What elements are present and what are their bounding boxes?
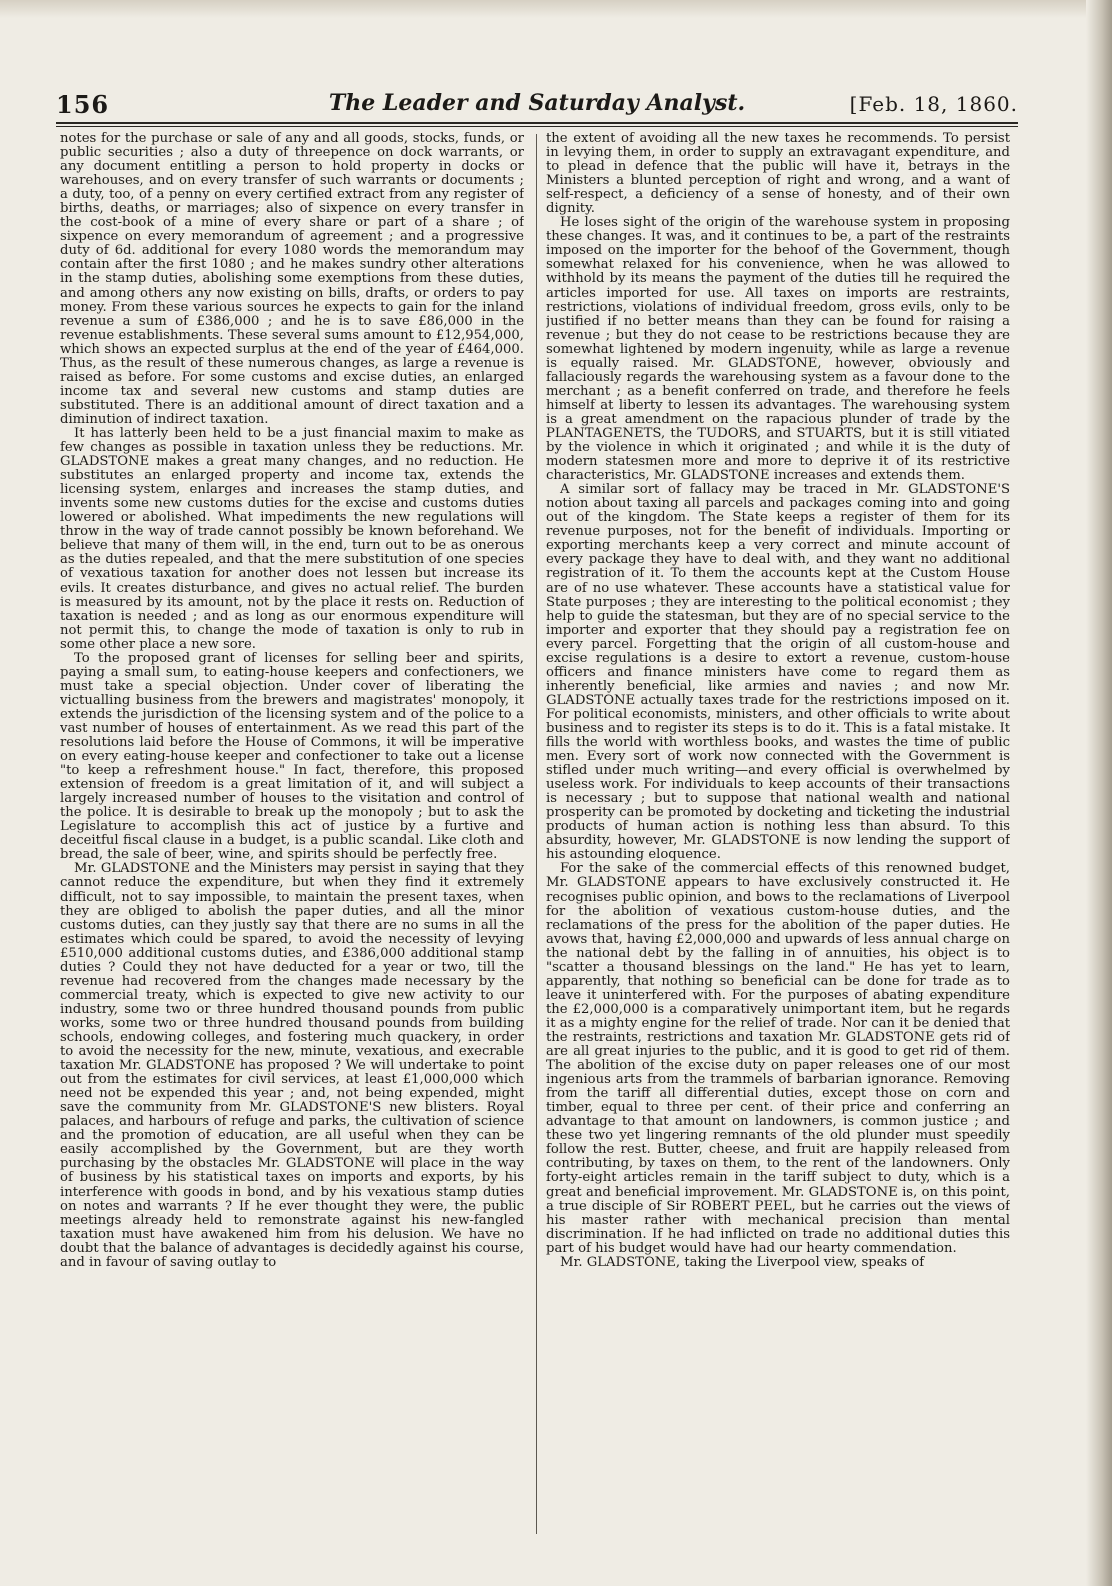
article-paragraph: For the sake of the commercial effects of this renowned budget, Mr. GLADSTONE appears to have exclusively constructed it. He recognises public opinion, and bows to the reclamations of Liverpool for the abolition of vexatious custom-house duties, and the reclamations of the press for the abolition of the paper duties. He avows that, having £2,000,000 and upwards of less annual charge on the national debt by the falling in of annuities, his object is to "scatter a thousand blessings on the land." He has yet to learn, apparently, that nothing so beneficial can be done for trade as to leave it uninterfered with. For the purposes of abating expenditure the £2,000,000 is a comparatively unimportant item, but he regards it as a mighty engine for the relief of trade. Nor can it be denied that the restraints, restrictions and taxation Mr. GLADSTONE gets rid of are all great injuries to the public, and it is good to get rid of them. The abolition of the excise duty on paper releases one of our most ingenious arts from the trammels of barbarian ignorance. Removing from the tariff all differential duties, except those on corn and timber, equal to three per cent. of their price and conferring an advantage to that amount on landowners, is common justice ; and these two yet lingering remnants of the old plunder must speedily follow the rest. Butter, cheese, and fruit are happily released from contributing, by taxes on them, to the rent of the landowners. Only forty-eight articles remain in the tariff subject to duty, which is a great and beneficial improvement. Mr. GLADSTONE is, on this point, a true disciple of Sir ROBERT PEEL, but he carries out the views of his master rather with mechanical precision than mental discrimination. If he had inflicted on trade no additional duties this part of his budget would have had our hearty commendation. [546,861,1010,1256]
issue-date: [Feb. 18, 1860. [849,92,1018,116]
page-spine-shadow [1086,0,1112,1586]
article-paragraph: It has latterly been held to be a just financial maxim to make as few changes as possible in taxation unless they be reductions. Mr. GLADSTONE makes a great many changes, and no reduction. He substitutes an enlarged property and income tax, extends the licensing system, enlarges and increases the stamp duties, and invents some new customs duties for the excise and customs duties lowered or abolished. What impediments the new regulations will throw in the way of trade cannot possibly be known beforehand. We believe that many of them will, in the end, turn out to be as onerous as the duties repealed, and that the mere substitution of one species of vexatious taxation for another does not lessen but increase its evils. It creates disturbance, and gives no actual relief. The burden is measured by its amount, not by the place it rests on. Reduction of taxation is needed ; and as long as our enormous expenditure will not permit this, to change the mode of taxation is only to rub in some other place a new sore. [60,425,524,652]
article-paragraph: He loses sight of the origin of the warehouse system in proposing these changes. It was, and it continues to be, a part of the restraints imposed on the importer for the behoof of the Government, though somewhat relaxed for his convenience, when he was allowed to withhold by its means the payment of the duties till he required the articles imported for use. All taxes on imports are restraints, restrictions, violations of individual freedom, gross evils, only to be justified if no better means than they can be found for raising a revenue ; but they do not cease to be restrictions because they are somewhat lightened by modern ingenuity, while as large a revenue is equally raised. Mr. GLADSTONE, however, obviously and fallaciously regards the warehousing system as a favour done to the merchant ; as a benefit conferred on trade, and therefore he feels himself at liberty to lessen its advantages. The warehousing system is a great amendment on the rapacious plunder of trade by the PLANTAGENETS, the TUDORS, and STUARTS, but it is still vitiated by the violence in which it originated ; and while it is the duty of modern statesmen more and more to deprive it of its restrictive characteristics, Mr. GLADSTONE increases and extends them. [546,215,1010,484]
article-paragraph: the extent of avoiding all the new taxes he recommends. To persist in levying them, in order to supply an extravagant expenditure, and to plead in defence that the public will have it, betrays in the Ministers a blunted perception of right and wrong, and a want of self-respect, a deficiency of a sense of honesty, and of their own dignity. [546,132,1010,217]
header-rule-thin [56,126,1018,127]
header-rule [56,122,1018,124]
article-paragraph: A similar sort of fallacy may be traced in Mr. GLADSTONE'S notion about taxing all parcels and packages coming into and going out of the kingdom. The State keeps a register of them for its revenue purposes, not for the benefit of individuals. Importing or exporting merchants keep a very correct and minute account of every package they have to deal with, and they want no additional registration of it. To them the accounts kept at the Custom House are of no use whatever. These accounts have a statistical value for State purposes ; they are interesting to the political economist ; they help to guide the statesman, but they are of no special service to the importer and exporter that they should pay a registration fee on every parcel. Forgetting that the origin of all custom-house and excise regulations is a desire to extort a revenue, custom-house officers and finance ministers have come to regard them as inherently beneficial, like armies and navies ; and now Mr. GLADSTONE actually taxes trade for the restrictions imposed on it. For political economists, ministers, and other officials to write about business and to register its steps is to do it. This is a fatal mistake. It fills the world with worthless books, and wastes the time of public men. Every sort of work now connected with the Government is stifled under much writing—and every official is overwhelmed by useless work. For individuals to keep accounts of their transactions is necessary ; but to suppose that national wealth and national prosperity can be promoted by docketing and ticketing the industrial products of human action is nothing less than absurd. To this absurdity, however, Mr. GLADSTONE is now lending the support of his astounding eloquence. [546,482,1010,863]
article-paragraph: Mr. GLADSTONE and the Ministers may persist in saying that they cannot reduce the expenditure, but when they find it extremely difficult, not to say impossible, to maintain the present taxes, when they are obliged to abolish the paper duties, and all the minor customs duties, can they justly say that there are no sums in all the estimates which could be spared, to avoid the necessity of levying £510,000 additional customs duties, and £386,000 additional stamp duties ? Could they not have deducted for a year or two, till the revenue had recovered from the changes made necessary by the commercial treaty, which is expected to give new activity to our industry, some two or three hundred thousand pounds from public works, some two or three hundred thousand pounds from building schools, endowing colleges, and fostering much quackery, in order to avoid the necessity for the new, minute, vexatious, and execrable taxation Mr. GLADSTONE has proposed ? We will undertake to point out from the estimates for civil services, at least £1,000,000 which need not be expended this year ; and, not being expended, might save the community from Mr. GLADSTONE'S new blisters. Royal palaces, and harbours of refuge and parks, the cultivation of science and the promotion of education, are all useful when they can be easily accomplished by the Government, but are they worth purchasing by the obstacles Mr. GLADSTONE will place in the way of business by his statistical taxes on imports and exports, by his interference with goods in bond, and by his vexatious stamp duties on notes and warrants ? If he ever thought they were, the public meetings already held to remonstrate against his new-fangled taxation must have awakened him from his delusion. We have no doubt that the balance of advantages is decidedly against his course, and in favour of saving outlay to [60,861,524,1270]
article-paragraph: Mr. GLADSTONE, taking the Liverpool view, speaks of [560,1254,925,1270]
publication-title: The Leader and Saturday Analyst. [328,90,746,116]
right-column [546,132,1010,1548]
column-divider [536,134,537,1534]
page-top-edge [0,0,1112,18]
page-number: 156 [56,90,110,119]
article-paragraph: To the proposed grant of licenses for selling beer and spirits, paying a small sum, to eating-house keepers and confectioners, we must take a special objection. Under cover of liberating the victualling business from the brewers and magistrates' monopoly, it extends the jurisdiction of the licensing system and of the police to a vast number of houses of entertainment. As we read this part of the resolutions laid before the House of Commons, it will be imperative on every eating-house keeper and confectioner to take out a license "to keep a refreshment house." In fact, therefore, this proposed extension of freedom is a great limitation of it, and will subject a largely increased number of houses to the visitation and control of the police. It is desirable to break up the monopoly ; but to ask the Legislature to accomplish this act of justice by a furtive and deceitful fiscal clause in a budget, is a public scandal. Like cloth and bread, the sale of beer, wine, and spirits should be perfectly free. [60,650,524,863]
page-header [56,86,1018,126]
left-column [60,132,524,1548]
article-paragraph: notes for the purchase or sale of any and all goods, stocks, funds, or public securities ; also a duty of threepence on dock warrants, or any document entitling a person to hold property in docks or warehouses, and on every transfer of such warrants or documents ; a duty, too, of a penny on every certified extract from any register of births, deaths, or marriages; also of sixpence on every transfer in the cost-book of a mine of every share or part of a share ; of sixpence on every memorandum of agreement ; and a progressive duty of 6d. additional for every 1080 words the memorandum may contain after the first 1080 ; and he makes sundry other alterations in the stamp duties, abolishing some exemptions from these duties, and among others any now existing on bills, drafts, or orders to pay money. From these various sources he expects to gain for the inland revenue a sum of £386,000 ; and he is to save £86,000 in the revenue establishments. These several sums amount to £12,954,000, which shows an expected surplus at the end of the year of £464,000. Thus, as the result of these numerous changes, as large a revenue is raised as before. For some customs and excise duties, an enlarged income tax and several new customs and stamp duties are substituted. There is an additional amount of direct taxation and a diminution of indirect taxation. [60,132,524,427]
